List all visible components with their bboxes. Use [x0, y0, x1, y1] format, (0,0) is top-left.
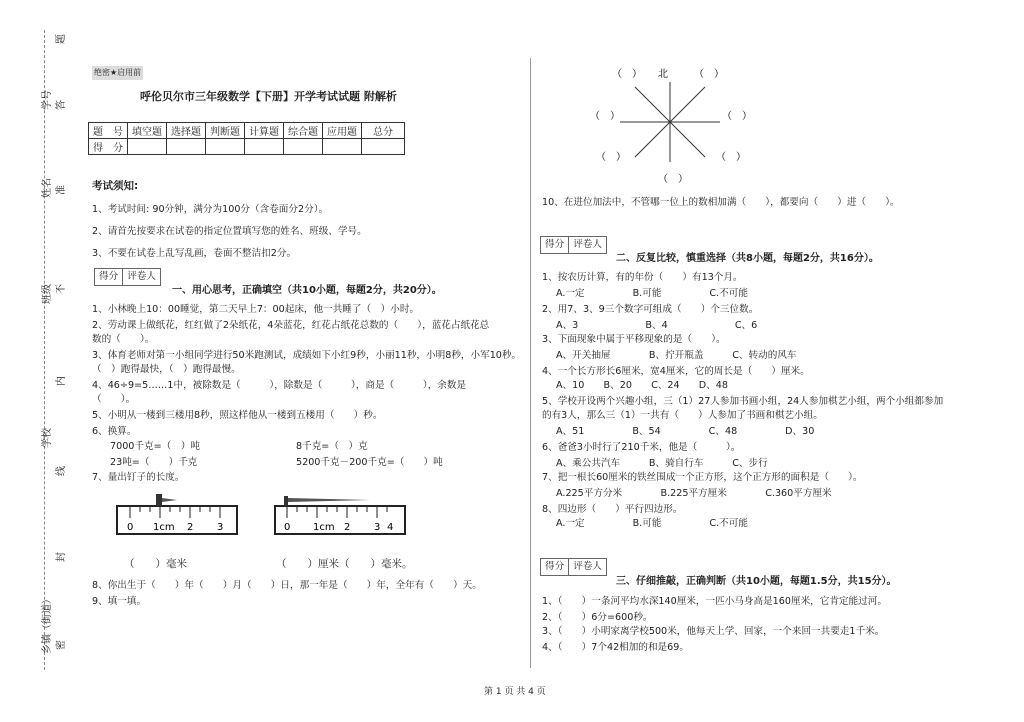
- question-line: 1、小林晚上10：00睡觉，第二天早上7：00起床，他一共睡了（ ）小时。: [92, 304, 420, 315]
- conversion-item: 23吨=（ ）千克: [110, 457, 198, 468]
- ruler-figure-2: [270, 486, 410, 546]
- score-table-header-row: [89, 123, 405, 139]
- score-input-cell[interactable]: [245, 139, 284, 155]
- score-cell: 选择题: [167, 123, 206, 139]
- page-footer: 第 1 页 共 4 页: [484, 687, 546, 697]
- margin-ti: 题: [56, 34, 67, 44]
- question-line: 6、爸爸3小时行了210千米，他是（ ）。: [542, 442, 741, 453]
- scorer-box: [540, 236, 607, 254]
- margin-xingming: 姓名: [42, 178, 53, 198]
- page-title: 呼伦贝尔市三年级数学【下册】开学考试试题 附解析: [140, 90, 397, 103]
- question-line: 3、体育老师对第一小组同学进行50米跑测试，成绩如下小红9秒，小丽11秒，小明8秒，小军10秒。: [92, 350, 522, 361]
- secret-label: 绝密★启用前: [92, 66, 143, 80]
- column-divider: [530, 58, 531, 668]
- margin-xuexiao: 学校: [42, 428, 53, 448]
- ruler-body: [275, 506, 405, 534]
- margin-nei: 内: [56, 376, 67, 386]
- compass-blank: （ ）: [658, 174, 688, 185]
- question-line: 6、换算。: [92, 426, 137, 437]
- ruler-label: 2: [344, 522, 351, 533]
- notice-item: 2、请首先按要求在试卷的指定位置填写您的姓名、班级、学号。: [92, 226, 367, 237]
- margin-mi: 密: [56, 640, 67, 650]
- ruler-label: 1cm: [153, 522, 175, 533]
- question-line: 9、填一填。: [92, 596, 147, 607]
- question-line: 1、按农历计算，有的年份（ ）有13个月。: [542, 272, 743, 283]
- question-line: 1、（ ）一条河平均水深140厘米，一匹小马身高是160厘米，它肯定能过河。: [542, 596, 887, 607]
- question-line: （ ）。: [92, 394, 136, 405]
- margin-zhun: 准: [56, 185, 67, 195]
- compass-figure: [590, 64, 752, 188]
- question-line: 3、下面现象中属于平移现象的是（ ）。: [542, 334, 726, 345]
- question-line: 7、把一根长60厘米的铁丝围成一个正方形，这个正方形的面积是（ ）。: [542, 472, 863, 483]
- question-line: 8、你出生于（ ）年（ ）月（ ）日，那一年是（ ）年，全年有（ ）天。: [92, 580, 482, 591]
- option-line: A、乘公共汽车 B、骑自行车 C、步行: [556, 458, 768, 469]
- ruler-answer-2: （ ）厘米（ ）毫米。: [276, 558, 413, 570]
- margin-da: 答: [56, 100, 67, 110]
- ruler-answer-1: （ ）毫米: [124, 558, 187, 570]
- section2-title: 二、反复比较，慎重选择（共8小题，每题2分，共16分）。: [616, 253, 879, 264]
- score-input-cell[interactable]: [167, 139, 206, 155]
- scorer-label: 得分: [545, 561, 565, 572]
- question-line: 4、一个长方形长6厘米，宽4厘米，它的周长是（ ）厘米。: [542, 366, 810, 377]
- margin-xian: 线: [56, 466, 67, 476]
- ruler-label: 3: [217, 522, 224, 533]
- score-cell: 题 号: [89, 123, 128, 139]
- question-line: 4、（ ）7个42相加的和是69。: [542, 642, 689, 653]
- section3-title: 三、仔细推敲，正确判断（共10小题，每题1.5分，共15分）。: [616, 576, 897, 587]
- question-line: 3、（ ）小明家离学校500米，他每天上学、回家，一个来回一共要走1千米。: [542, 626, 885, 637]
- option-line: A.一定 B.可能 C.不可能: [556, 518, 748, 529]
- binding-line: [44, 30, 45, 670]
- score-cell: 综合题: [284, 123, 323, 139]
- scorer-box: [540, 558, 607, 576]
- option-line: A、51 B、54 C、48 D、30: [556, 426, 815, 437]
- grader-label: 评卷人: [568, 237, 606, 253]
- conversion-item: 5200千克－200千克=（ ）吨: [296, 457, 443, 468]
- question-line: （ ）跑得最快，（ ）跑得最慢。: [92, 364, 241, 375]
- conversion-item: 7000千克=（ ）吨: [110, 441, 201, 452]
- ruler-label: 0: [284, 522, 291, 533]
- score-input-cell[interactable]: [284, 139, 323, 155]
- scorer-box: [94, 268, 161, 286]
- ruler-label: 2: [187, 522, 194, 533]
- ruler-figure-1: [112, 486, 242, 546]
- score-input-cell[interactable]: [323, 139, 362, 155]
- question-line: 2、用7、3、9三个数字可组成（ ）个三位数。: [542, 304, 759, 315]
- compass-blank: （ ）: [612, 69, 642, 80]
- question-line: 2、劳动课上做纸花，红红做了2朵纸花，4朵蓝花，红花占纸花总数的（ ），蓝花占纸花总: [92, 320, 490, 331]
- compass-blank: （ ）: [694, 69, 724, 80]
- score-cell: 总分: [362, 123, 405, 139]
- score-table-score-row: [89, 139, 405, 155]
- question-line: 5、学校开设两个兴趣小组，三（1）27人参加书画小组，24人参加棋艺小组，两个小组都参加: [542, 396, 944, 407]
- grader-label: 评卷人: [122, 269, 160, 285]
- score-cell: 填空题: [128, 123, 167, 139]
- margin-banji: 班级: [42, 284, 53, 304]
- compass-blank: （ ）: [716, 152, 746, 163]
- score-cell: 判断题: [206, 123, 245, 139]
- score-input-cell[interactable]: [128, 139, 167, 155]
- score-cell: 计算题: [245, 123, 284, 139]
- question-line: 的有3人，那么三（1）一共有（ ）人参加了书画和棋艺小组。: [542, 410, 823, 421]
- compass-blank: （ ）: [722, 111, 752, 122]
- option-line: A、开关抽屉 B、拧开瓶盖 C、转动的风车: [556, 350, 797, 361]
- compass-north-label: 北: [658, 69, 668, 80]
- option-line: A.225平方分米 B.225平方厘米 C.360平方厘米: [556, 488, 832, 499]
- notice-title: 考试须知:: [92, 180, 139, 192]
- score-input-cell[interactable]: [206, 139, 245, 155]
- nail-head: [284, 496, 288, 506]
- question-line: 2、（ ）6分=600秒。: [542, 612, 653, 623]
- margin-bu: 不: [56, 284, 67, 294]
- question-line: 4、46÷9=5……1中，被除数是（ ），除数是（ ），商是（ ），余数是: [92, 380, 467, 391]
- notice-item: 3、不要在试卷上乱写乱画，卷面不整洁扣2分。: [92, 248, 297, 259]
- score-cell: 得 分: [89, 139, 128, 155]
- nail-body: [162, 498, 177, 502]
- section1-title: 一、用心思考，正确填空（共10小题，每题2分，共20分）。: [172, 285, 442, 296]
- scorer-label: 得分: [99, 271, 119, 282]
- margin-feng: 封: [56, 552, 67, 562]
- grader-label: 评卷人: [568, 559, 606, 575]
- option-line: A、10 B、20 C、24 D、48: [556, 380, 728, 391]
- question-line: 7、量出钉子的长度。: [92, 472, 185, 483]
- nail-body: [288, 498, 370, 502]
- ruler-label: 4: [387, 522, 394, 533]
- option-line: A、3 B、4 C、6: [556, 320, 758, 331]
- question-line: 5、小明从一楼到三楼用8秒，照这样他从一楼到五楼用（ ）秒。: [92, 410, 383, 421]
- question-line: 8、四边形（ ）平行四边形。: [542, 504, 683, 515]
- nail-head: [156, 494, 162, 506]
- ruler-label: 3: [374, 522, 381, 533]
- score-input-cell[interactable]: [362, 139, 405, 155]
- question-line: 数的（ ）。: [92, 334, 155, 345]
- question-line: 10、在进位加法中，不管哪一位上的数相加满（ ），都要向（ ）进（ ）。: [542, 197, 900, 208]
- ruler-label: 0: [127, 522, 134, 533]
- compass-blank: （ ）: [590, 111, 620, 122]
- conversion-item: 8千克=（ ）克: [296, 441, 368, 452]
- scorer-label: 得分: [545, 239, 565, 250]
- score-cell: 应用题: [323, 123, 362, 139]
- ruler-label: 1cm: [313, 522, 335, 533]
- margin-xiangzhen: 乡镇（街道）: [42, 594, 53, 654]
- compass-blank: （ ）: [596, 152, 626, 163]
- notice-item: 1、考试时间: 90分钟，满分为100分（含卷面分2分）。: [92, 204, 329, 215]
- option-line: A.一定 B.可能 C.不可能: [556, 288, 748, 299]
- score-table: [88, 122, 405, 155]
- margin-xuehao: 学号: [42, 90, 53, 110]
